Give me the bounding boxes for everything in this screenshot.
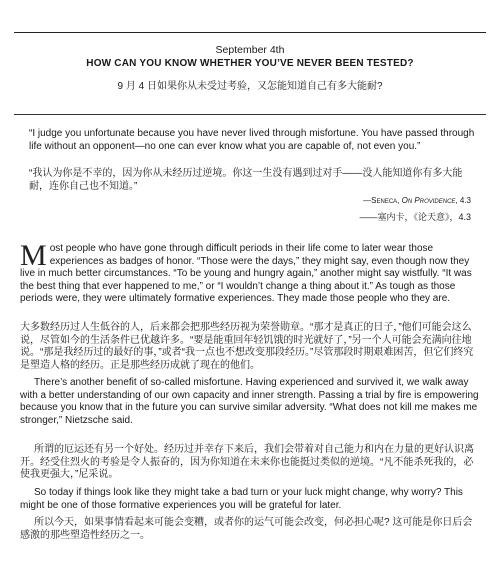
attribution-work: On Providence xyxy=(401,196,456,205)
paragraph-3: There’s another benefit of so-called misfortune. Having experienced and survived it, we walk away with a better understanding of our own capacity and inner strength. Passing a trial by fire is empowering because you know that in the future you can survive similar adversity. “What does not kill me makes me stronger,” Nietzsche said. xyxy=(20,377,479,426)
epigraph-attribution-cn: ——塞内卡，《论天意》，4.3 xyxy=(359,212,471,222)
section-rule xyxy=(14,114,486,115)
paragraph-4: 所谓的厄运还有另一个好处。经历过并幸存下来后，我们会带着对自己能力和内在力量的更好认识离开。经受住烈火的考验是令人振奋的，因为你知道在未来你也能挺过类似的逆境。“凡不能杀死我的，必使我更强大，”尼采说。 xyxy=(20,444,474,481)
paragraph-1 xyxy=(20,239,480,306)
entry-date: September 4th xyxy=(215,44,285,56)
entry-title-cn: 9 月 4 日如果你从未受过考验，又怎能知道自己有多大能耐? xyxy=(117,81,383,92)
paragraph-6: 所以今天，如果事情看起来可能会变糟，或者你的运气可能会改变，何必担心呢? 这可能是你日后会感激的那些塑造性经历之一。 xyxy=(20,517,473,541)
paragraph-2: 大多数经历过人生低谷的人，后来都会把那些经历视为荣誉勋章。“那才是真正的日子，”他们可能会这么说，尽管如今的生活条件已优越许多。“要是能重回年轻饥饿的时光就好了，”另一个人可能会充满向往地说。“那是我经历过的最好的事，”或者“我一点也不想改变那段经历。”尽管那段时期艰难困苦，但它们终究是塑造人格的经历。正是那些经历成就了现在的他们。 xyxy=(20,322,474,371)
epigraph-attribution xyxy=(363,196,471,205)
epigraph-cn: “我认为你是不幸的，因为你从未经历过逆境。你这一生没有遇到过对手——没人能知道你有多大能耐，连你自己也不知道。” xyxy=(29,168,463,192)
attribution-ref: , 4.3 xyxy=(455,196,471,205)
entry-title: HOW CAN YOU KNOW WHETHER YOU’VE NEVER BEEN TESTED? xyxy=(86,58,414,69)
attribution-dash: — xyxy=(363,196,372,205)
top-rule xyxy=(14,32,486,33)
drop-cap: M xyxy=(20,239,47,272)
paragraph-1-text: ost people who have gone through difficult periods in their life come to later wear those experiences as badges of honor. “Those were the days,” they might say, even though now they live in much better circumstances. “To be young and hungry again,” another might say wistfully. “It was the best thing that ever happened to me,” or “I wouldn’t change a thing about it.” As tough as those periods were, they were ultimately formative experiences. They made those people who they are. xyxy=(20,243,472,305)
epigraph-en: “I judge you unfortunate because you have never lived through misfortune. You have passed through life without an opponent—no one can ever know what you are capable of, not even you.” xyxy=(29,128,475,152)
attribution-author: Seneca, xyxy=(371,196,402,205)
paragraph-5: So today if things look like they might take a bad turn or your luck might change, why worry? This might be one of those formative experiences you will be grateful for later. xyxy=(20,487,463,511)
